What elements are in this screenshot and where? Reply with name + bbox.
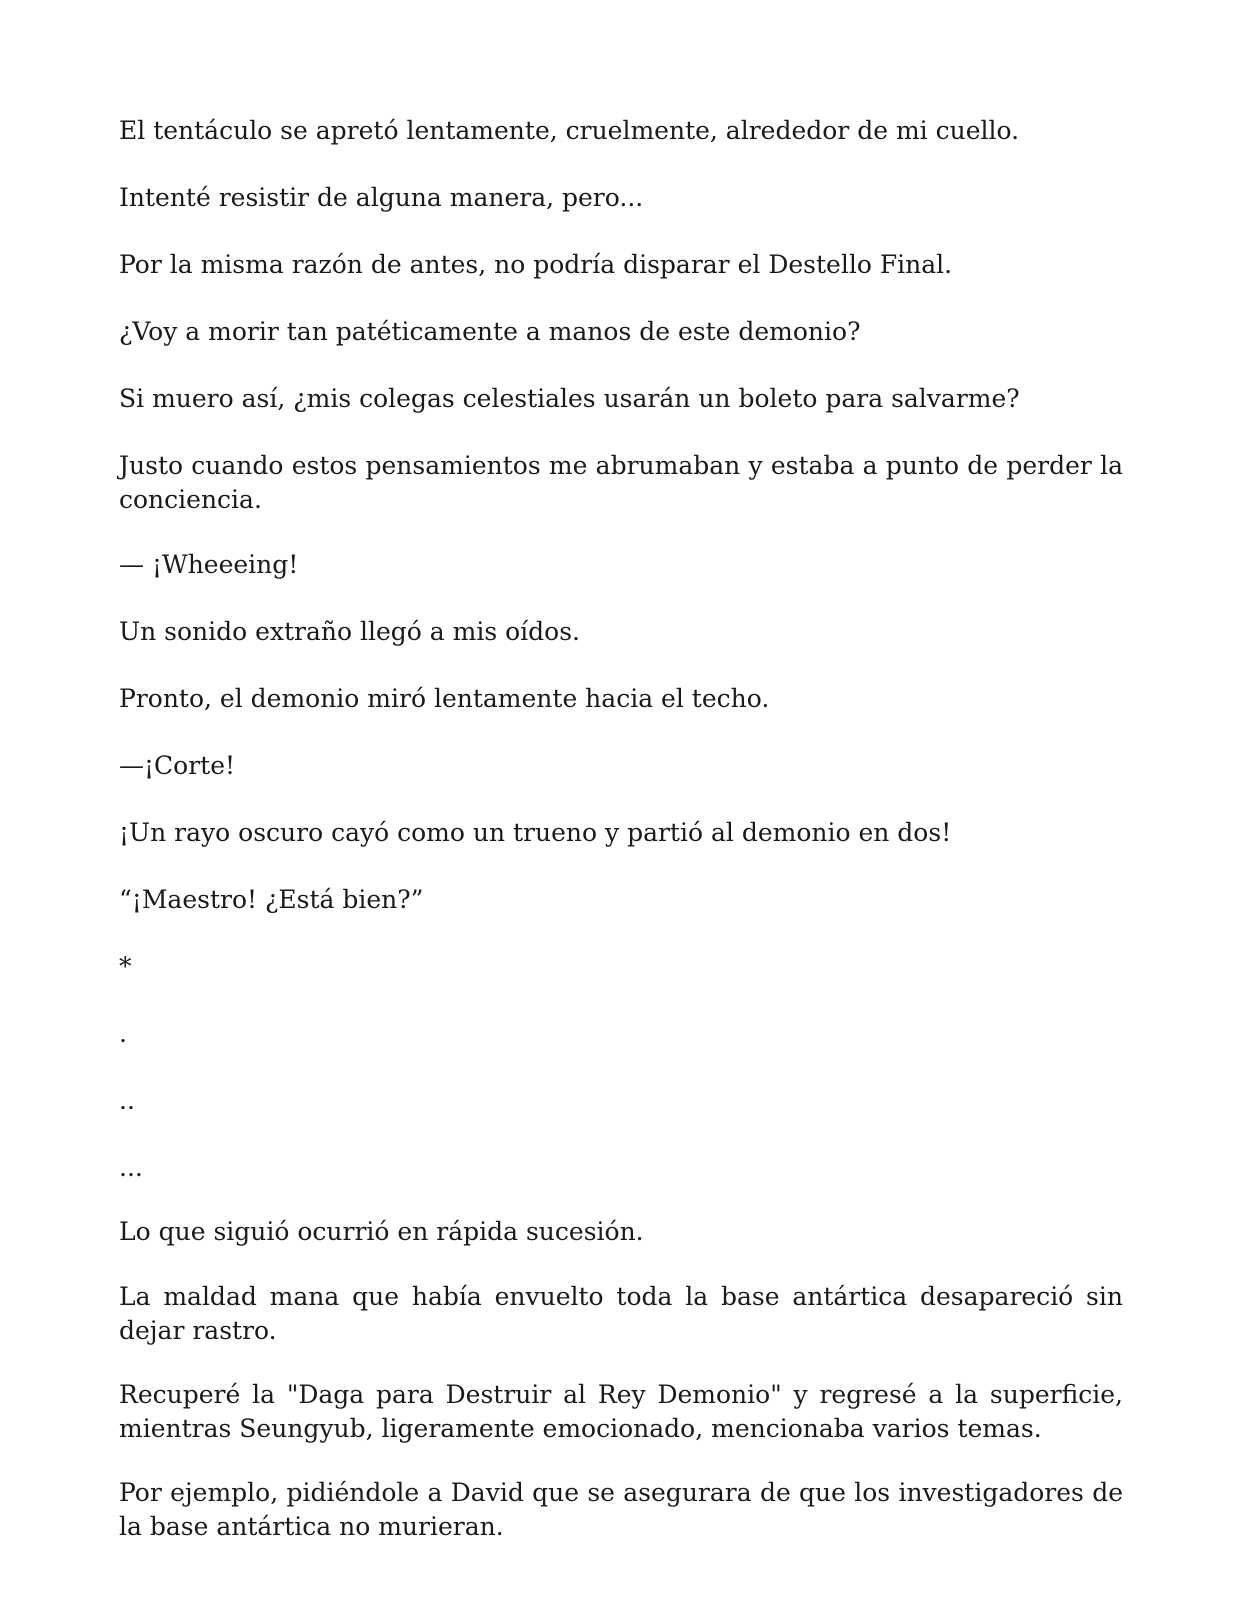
paragraph: ¡Un rayo oscuro cayó como un trueno y partió al demonio en dos! (119, 818, 952, 847)
paragraph: Recuperé la "Daga para Destruir al Rey Demonio" y regresé a la superficie, mientras Seungyub, ligeramente emocionado, mencionaba varios temas. (119, 1380, 1123, 1443)
paragraph: Por la misma razón de antes, no podría disparar el Destello Final. (119, 250, 953, 279)
paragraph: Si muero así, ¿mis colegas celestiales usarán un boleto para salvarme? (119, 384, 1020, 413)
ellipsis-line: .. (119, 1086, 135, 1115)
scene-break: * (119, 952, 132, 981)
paragraph: Por ejemplo, pidiéndole a David que se asegurara de que los investigadores de la base antártica no murieran. (119, 1478, 1123, 1541)
paragraph: Justo cuando estos pensamientos me abrumaban y estaba a punto de perder la conciencia. (119, 451, 1123, 514)
paragraph: El tentáculo se apretó lentamente, cruelmente, alrededor de mi cuello. (119, 116, 1020, 145)
paragraph: Un sonido extraño llegó a mis oídos. (119, 617, 580, 646)
ellipsis-line: ... (119, 1153, 143, 1182)
ellipsis-line: . (119, 1019, 127, 1048)
paragraph: Pronto, el demonio miró lentamente hacia el techo. (119, 684, 770, 713)
paragraph: — ¡Wheeeing! (119, 550, 299, 579)
paragraph: —¡Corte! (119, 751, 236, 780)
paragraph: ¿Voy a morir tan patéticamente a manos de este demonio? (119, 317, 861, 346)
paragraph: Lo que siguió ocurrió en rápida sucesión. (119, 1217, 644, 1246)
paragraph: “¡Maestro! ¿Está bien?” (119, 885, 424, 914)
paragraph: Intenté resistir de alguna manera, pero... (119, 183, 644, 212)
paragraph: La maldad mana que había envuelto toda la base antártica desapareció sin dejar rastro. (119, 1282, 1123, 1345)
